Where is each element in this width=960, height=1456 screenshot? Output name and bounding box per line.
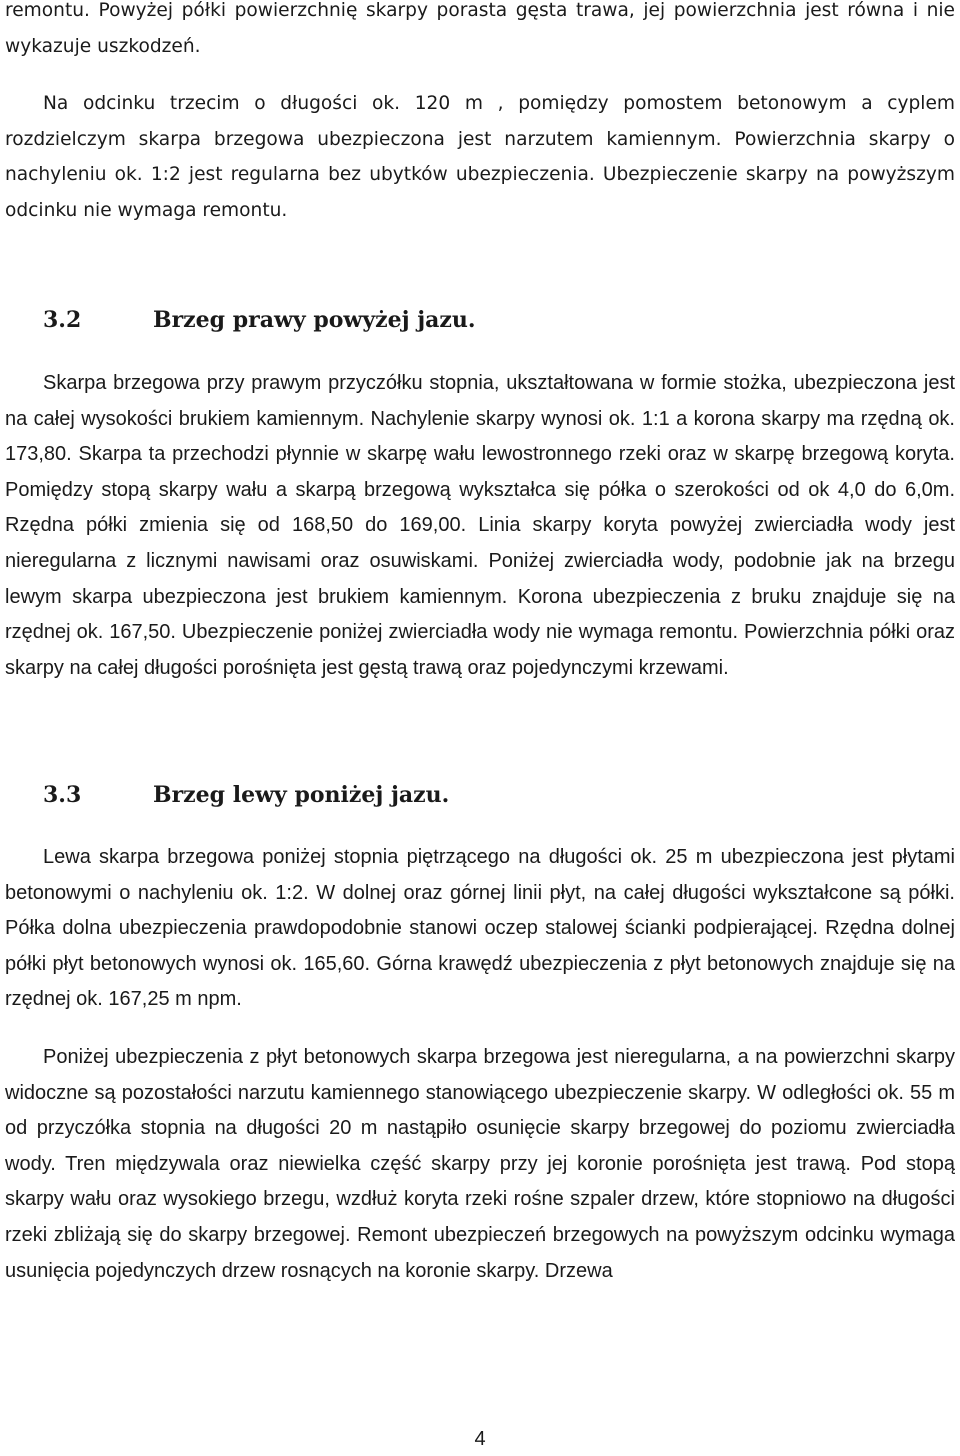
section-number: 3.3 <box>43 782 82 808</box>
paragraph-continuation: remontu. Powyżej półki powierzchnię skarpy porasta gęsta trawa, jej powierzchnia jest równa i nie wykazuje uszkodzeń. <box>5 0 955 57</box>
section-title: Brzeg prawy powyżej jazu. <box>153 307 476 333</box>
paragraph-section-3-1-end: Na odcinku trzecim o długości ok. 120 m , pomiędzy pomostem betonowym a cyplem rozdzielczym skarpa brzegowa ubezpieczona jest narzutem kamiennym. Powierzchnia skarpy o nachyleniu ok. 1:2 jest regularna bez ubytków ubezpieczenia. Ubezpieczenie skarpy na powyższym odcinku nie wymaga remontu. <box>5 93 955 221</box>
page-number: 4 <box>474 1428 486 1450</box>
section-heading-3-3 <box>5 782 449 808</box>
paragraph-left-bank-irregular: Poniżej ubezpieczenia z płyt betonowych skarpa brzegowa jest nieregularna, a na powierzchni skarpy widoczne są pozostałości narzutu kamiennego stanowiącego ubezpieczenie skarpy. W odległości ok. 55 m od przyczółka stopnia na długości 20 m nastąpiło osunięcie skarpy brzegowej do poziomu zwierciadła wody. Tren międzywala oraz niewielka część skarpy przy jej koronie porośnięta jest trawą. Pod stopą skarpy wału oraz wysokiego brzegu, wzdłuż koryta rzeki rośne szpaler drzew, które stopniowo na długości rzeki zbliżają się do skarpy brzegowej. Remont ubezpieczeń brzegowych na powyższym odcinku wymaga usunięcia pojedynczych drzew rosnących na koronie skarpy. Drzewa <box>5 1046 955 1282</box>
section-heading-3-2 <box>5 307 476 333</box>
paragraph-left-bank-slabs: Lewa skarpa brzegowa poniżej stopnia piętrzącego na długości ok. 25 m ubezpieczona jest płytami betonowymi o nachyleniu ok. 1:2. W dolnej oraz górnej linii płyt, na całej długości wykształcone są półki. Półka dolna ubezpieczenia prawdopodobnie stanowi oczep stalowej ścianki podpierającej. Rzędna dolnej półki płyt betonowych wynosi ok. 165,60. Górna krawędź ubezpieczenia z płyt betonowych znajduje się na rzędnej ok. 167,25 m npm. <box>5 846 955 1011</box>
paragraph-right-bank: Skarpa brzegowa przy prawym przyczółku stopnia, ukształtowana w formie stożka, ubezpieczona jest na całej wysokości brukiem kamiennym. Nachylenie skarpy wynosi ok. 1:1 a korona skarpy ma rzędną ok. 173,80. Skarpa ta przechodzi płynnie w skarpę wału lewostronnego rzeki oraz w skarpę brzegową koryta. Pomiędzy stopą skarpy wału a skarpą brzegową wykształca się półka o szerokości od ok 4,0 do 6,0m. Rzędna półki zmienia się od 168,50 do 169,00. Linia skarpy koryta powyżej zwierciadła wody jest nieregularna z licznymi nawisami oraz osuwiskami. Poniżej zwierciadła wody, podobnie jak na brzegu lewym skarpa ubezpieczona jest brukiem kamiennym. Korona ubezpieczenia z bruku znajduje się na rzędnej ok. 167,50. Ubezpieczenie poniżej zwierciadła wody nie wymaga remontu. Powierzchnia półki oraz skarpy na całej długości porośnięta jest gęstą trawą oraz pojedynczymi krzewami. <box>5 372 955 679</box>
section-number: 3.2 <box>43 307 82 333</box>
section-title: Brzeg lewy poniżej jazu. <box>153 782 450 808</box>
